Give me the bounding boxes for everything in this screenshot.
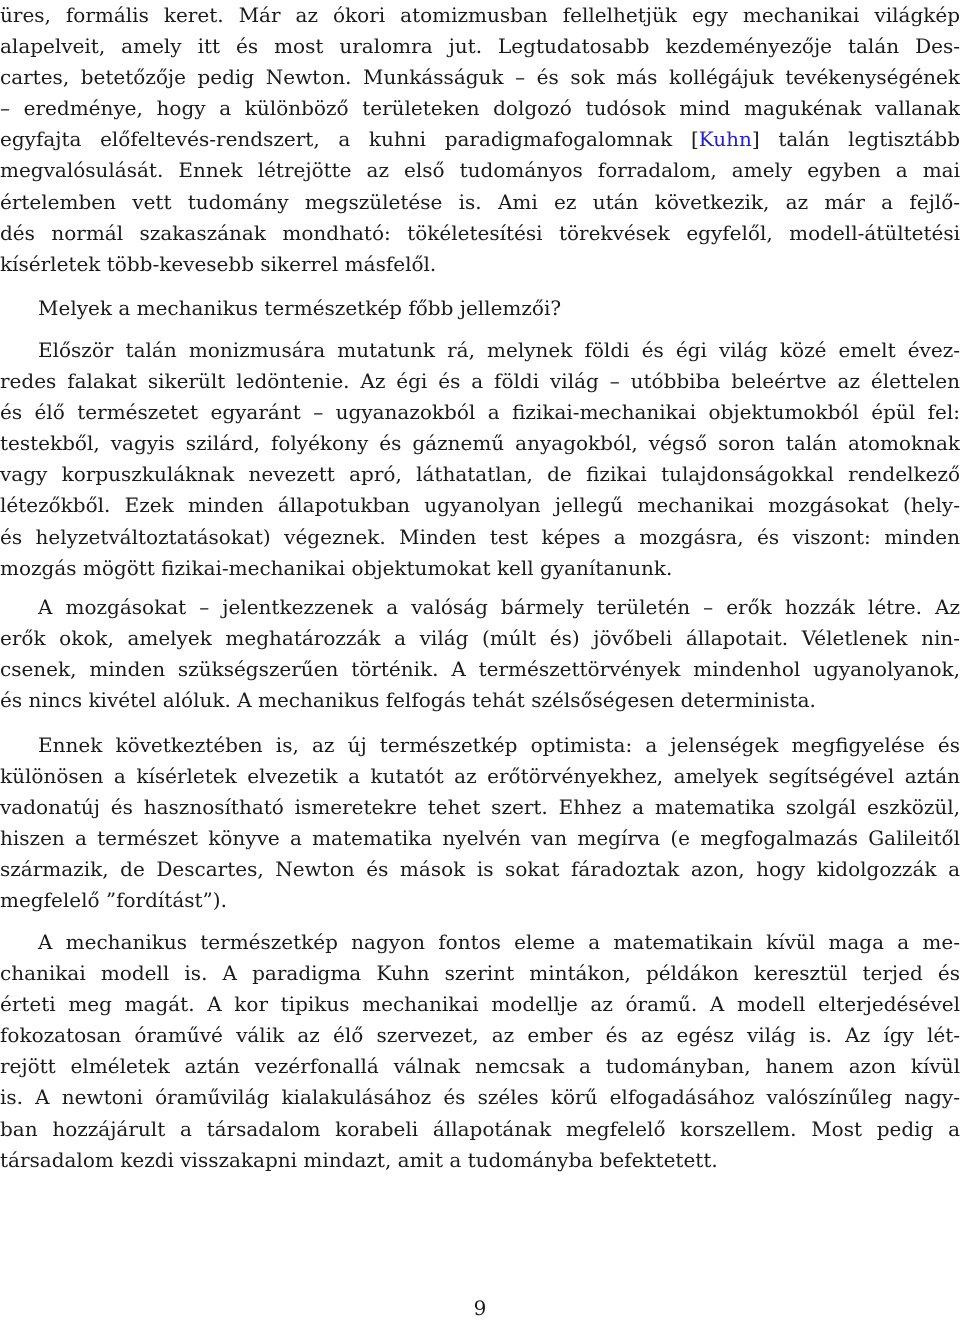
- text-line: és helyzetváltoztatásokat) végeznek. Minden test képes a mozgásra, és viszont: minden: [0, 524, 960, 549]
- page-number: 9: [473, 1296, 487, 1320]
- text-line: mozgás mögött fizikai-mechanikai objektumokat kell gyanítanunk.: [0, 555, 673, 580]
- text-line: fokozatosan óraművé válik az élő szervezet, az ember és az egész világ is. Az így lét-: [0, 1023, 960, 1048]
- line-text-before-citation: egyfajta előfeltevés-rendszert, a kuhni paradigmafogalomnak [: [0, 127, 699, 152]
- citation-link[interactable]: Kuhn: [698, 127, 752, 152]
- text-line: és nincs kivétel alóluk. A mechanikus felfogás tehát szélsőségesen determinista.: [0, 688, 816, 713]
- text-line: üres, formális keret. Már az ókori atomizmusban fellelhetjük egy mechanikai világkép: [0, 3, 960, 27]
- text-line: érteti meg magát. A kor tipikus mechanikai modellje az óramű. A modell elterjedésével: [0, 992, 960, 1017]
- text-line: vagy korpuszkuláknak nevezett apró, láthatatlan, de fizikai tulajdonságokkal rendelkező: [0, 462, 960, 487]
- paragraph-6: [0, 927, 960, 1176]
- text-line: vadonatúj és hasznosítható ismeretekre tehet szert. Ehhez a matematika szolgál eszközül,: [0, 795, 960, 820]
- text-line: Először talán monizmusára mutatunk rá, melynek földi és égi világ közé emelt évez-: [38, 338, 960, 362]
- text-line: chanikai modell is. A paradigma Kuhn szerint mintákon, példákon keresztül terjed és: [0, 961, 960, 986]
- text-line: – eredménye, hogy a különböző területeken dolgozó tudósok mind magukénak vallanak: [0, 96, 960, 121]
- text-line: megfelelő ”fordítást”).: [0, 888, 227, 913]
- text-line: megvalósulását. Ennek létrejötte az első tudományos forradalom, amely egyben a mai: [0, 158, 960, 183]
- text-line-with-citation: [0, 124, 960, 155]
- paragraph-2: [38, 293, 960, 324]
- line-text-after-citation: ] talán legtisztább: [751, 127, 960, 152]
- text-line: hiszen a természet könyve a matematika nyelvén van megírva (e megfogalmazás Galileitől: [0, 826, 960, 851]
- text-line: alapelveit, amely itt és most uralomra jut. Legtudatosabb kezdeményezője talán Des-: [0, 34, 960, 59]
- paragraph-1: [0, 0, 960, 280]
- text-line: dés normál szakaszának mondható: tökéletesítési törekvések egyfelől, modell-átültetési: [0, 220, 960, 245]
- text-line: csenek, minden szükségszerűen történik. A természettörvények mindenhol ugyanolyanok,: [0, 657, 960, 682]
- text-line: ban hozzájárult a társadalom korabeli állapotának megfelelő korszellem. Most pedig a: [0, 1116, 960, 1141]
- paragraph-5: [0, 730, 960, 917]
- text-line: Melyek a mechanikus természetkép főbb jellemzői?: [38, 296, 562, 320]
- text-line: testekből, vagyis szilárd, folyékony és gáznemű anyagokból, végső soron talán atomoknak: [0, 431, 960, 456]
- text-line: A mozgásokat – jelentkezzenek a valóság bármely területén – erők hozzák létre. Az: [38, 595, 960, 619]
- paragraph-4: [0, 592, 960, 716]
- text-line: származik, de Descartes, Newton és mások is sokat fáradoztak azon, hogy kidolgozzák a: [0, 857, 960, 882]
- text-line: és élő természetet egyaránt – ugyanazokból a fizikai-mechanikai objektumokból épül fel:: [0, 400, 960, 425]
- text-line: cartes, betetőzője pedig Newton. Munkásságuk – és sok más kollégájuk tevékenységének: [0, 65, 960, 90]
- text-line: létezőkből. Ezek minden állapotukban ugyanolyan jellegű mechanikai mozgásokat (hely-: [0, 493, 960, 518]
- text-line: A mechanikus természetkép nagyon fontos eleme a matematikain kívül maga a me-: [38, 930, 960, 954]
- text-line: értelemben vett tudomány megszületése is. Ami ez után következik, az már a fejlő-: [0, 189, 960, 214]
- text-line: kísérletek több-kevesebb sikerrel másfelől.: [0, 251, 437, 276]
- text-line: rejött elméletek aztán vezérfonallá válnak nemcsak a tudományban, hanem azon kívül: [0, 1054, 960, 1079]
- text-line: társadalom kezdi visszakapni mindazt, amit a tudományba befektetett.: [0, 1147, 718, 1172]
- text-line: redes falakat sikerült ledöntenie. Az égi és a földi világ – utóbbiba beleértve az élettelen: [0, 369, 960, 394]
- text-line: erők okok, amelyek meghatározzák a világ (múlt és) jövőbeli állapotait. Véletlenek nin-: [0, 626, 960, 651]
- text-line: is. A newtoni óraművilág kialakulásához és széles körű elfogadásához valószínűleg nagy-: [0, 1085, 960, 1110]
- text-line: különösen a kísérletek elvezetik a kutatót az erőtörvényekhez, amelyek segítségével aztán: [0, 764, 960, 789]
- paragraph-3: [0, 335, 960, 584]
- text-line: Ennek következtében is, az új természetkép optimista: a jelenségek megfigyelése és: [38, 733, 960, 757]
